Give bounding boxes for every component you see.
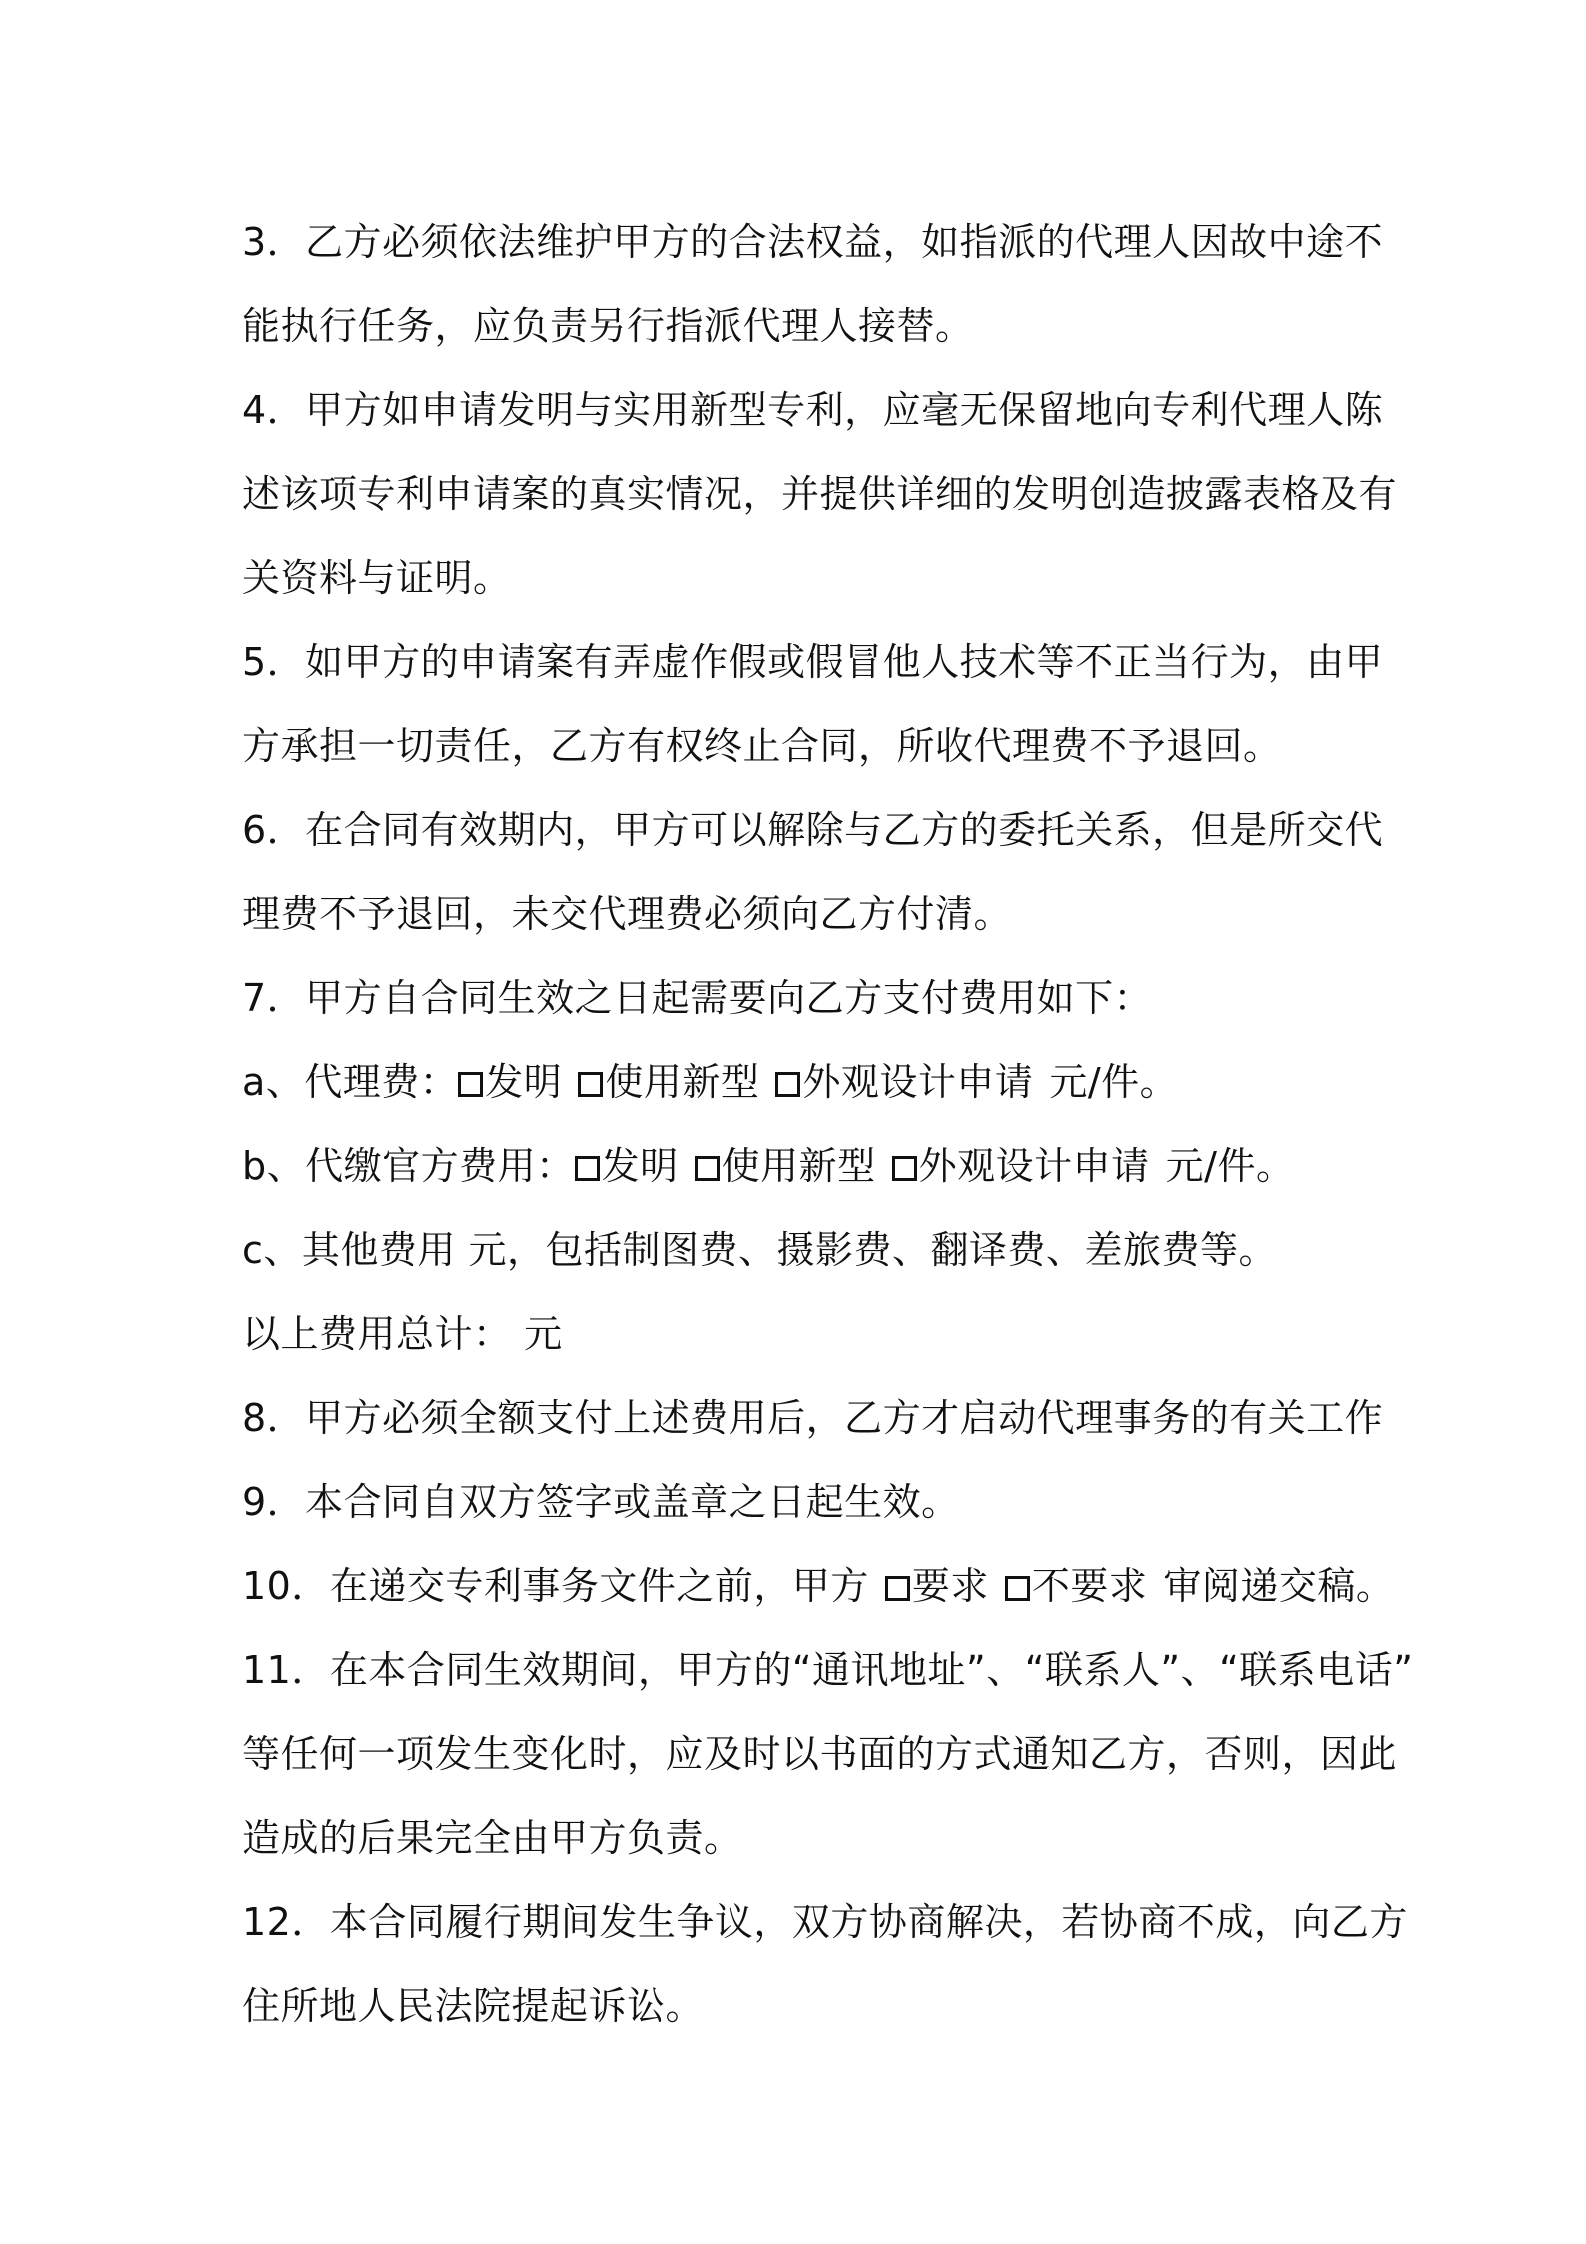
clause-4-line-1: 4．甲方如申请发明与实用新型专利，应毫无保留地向专利代理人陈 [242, 388, 1384, 432]
fee-a-option-design: 外观设计申请 [802, 1060, 1034, 1104]
fee-a-unit: 元/件。 [1049, 1060, 1179, 1104]
checkbox-icon[interactable] [578, 1072, 603, 1097]
checkbox-icon[interactable] [892, 1156, 917, 1181]
fee-a-label: a、代理费： [242, 1060, 459, 1104]
checkbox-icon[interactable] [1005, 1576, 1030, 1601]
fee-a-option-invention: 发明 [485, 1060, 563, 1104]
contract-body [242, 200, 1492, 2048]
clause-3-line-2: 能执行任务，应负责另行指派代理人接替。 [242, 304, 974, 348]
clause-7-line-1: 7．甲方自合同生效之日起需要向乙方支付费用如下： [242, 976, 1153, 1020]
checkbox-icon[interactable] [458, 1072, 483, 1097]
fee-a-row [242, 1040, 1492, 1124]
fee-b-option-invention: 发明 [601, 1144, 679, 1188]
clause-3-line-1: 3．乙方必须依法维护甲方的合法权益，如指派的代理人因故中途不 [242, 220, 1384, 264]
clause-12-line-1: 12．本合同履行期间发生争议，双方协商解决，若协商不成，向乙方 [242, 1900, 1408, 1944]
clause-8: 8．甲方必须全额支付上述费用后，乙方才启动代理事务的有关工作 [242, 1396, 1384, 1440]
clause-11-line-3: 造成的后果完全由甲方负责。 [242, 1816, 743, 1860]
clause-10-prefix: 10．在递交专利事务文件之前，甲方 [242, 1564, 869, 1608]
clause-9: 9．本合同自双方签字或盖章之日起生效。 [242, 1480, 960, 1524]
clause-10 [242, 1544, 1492, 1628]
clause-4-line-3: 关资料与证明。 [242, 556, 512, 600]
clause-10-suffix: 审阅递交稿。 [1163, 1564, 1395, 1608]
fee-b-unit: 元/件。 [1165, 1144, 1295, 1188]
clause-11-line-2: 等任何一项发生变化时，应及时以书面的方式通知乙方，否则，因此 [242, 1732, 1398, 1776]
clause-10-option-require: 要求 [911, 1564, 989, 1608]
clause-5-line-2: 方承担一切责任，乙方有权终止合同，所收代理费不予退回。 [242, 724, 1282, 768]
clause-6-line-2: 理费不予退回，未交代理费必须向乙方付清。 [242, 892, 1013, 936]
fee-b-label: b、代缴官方费用： [242, 1144, 575, 1188]
fee-b-option-utility: 使用新型 [721, 1144, 876, 1188]
checkbox-icon[interactable] [695, 1156, 720, 1181]
fee-b-option-design: 外观设计申请 [918, 1144, 1150, 1188]
clause-4-line-2: 述该项专利申请案的真实情况，并提供详细的发明创造披露表格及有 [242, 472, 1398, 516]
clause-6-line-1: 6．在合同有效期内，甲方可以解除与乙方的委托关系，但是所交代 [242, 808, 1384, 852]
checkbox-icon[interactable] [775, 1072, 800, 1097]
clause-11-line-1: 11．在本合同生效期间，甲方的“通讯地址”、“联系人”、“联系电话” [242, 1648, 1414, 1692]
checkbox-icon[interactable] [885, 1576, 910, 1601]
checkbox-icon[interactable] [575, 1156, 600, 1181]
fee-total-row: 以上费用总计： 元 [242, 1312, 563, 1356]
fee-a-option-utility: 使用新型 [605, 1060, 760, 1104]
clause-12-line-2: 住所地人民法院提起诉讼。 [242, 1984, 705, 2028]
clause-5-line-1: 5．如甲方的申请案有弄虚作假或假冒他人技术等不正当行为，由甲 [242, 640, 1384, 684]
fee-c-row: c、其他费用 元，包括制图费、摄影费、翻译费、差旅费等。 [242, 1228, 1277, 1272]
fee-b-row [242, 1124, 1492, 1208]
clause-10-option-not-require: 不要求 [1031, 1564, 1148, 1608]
